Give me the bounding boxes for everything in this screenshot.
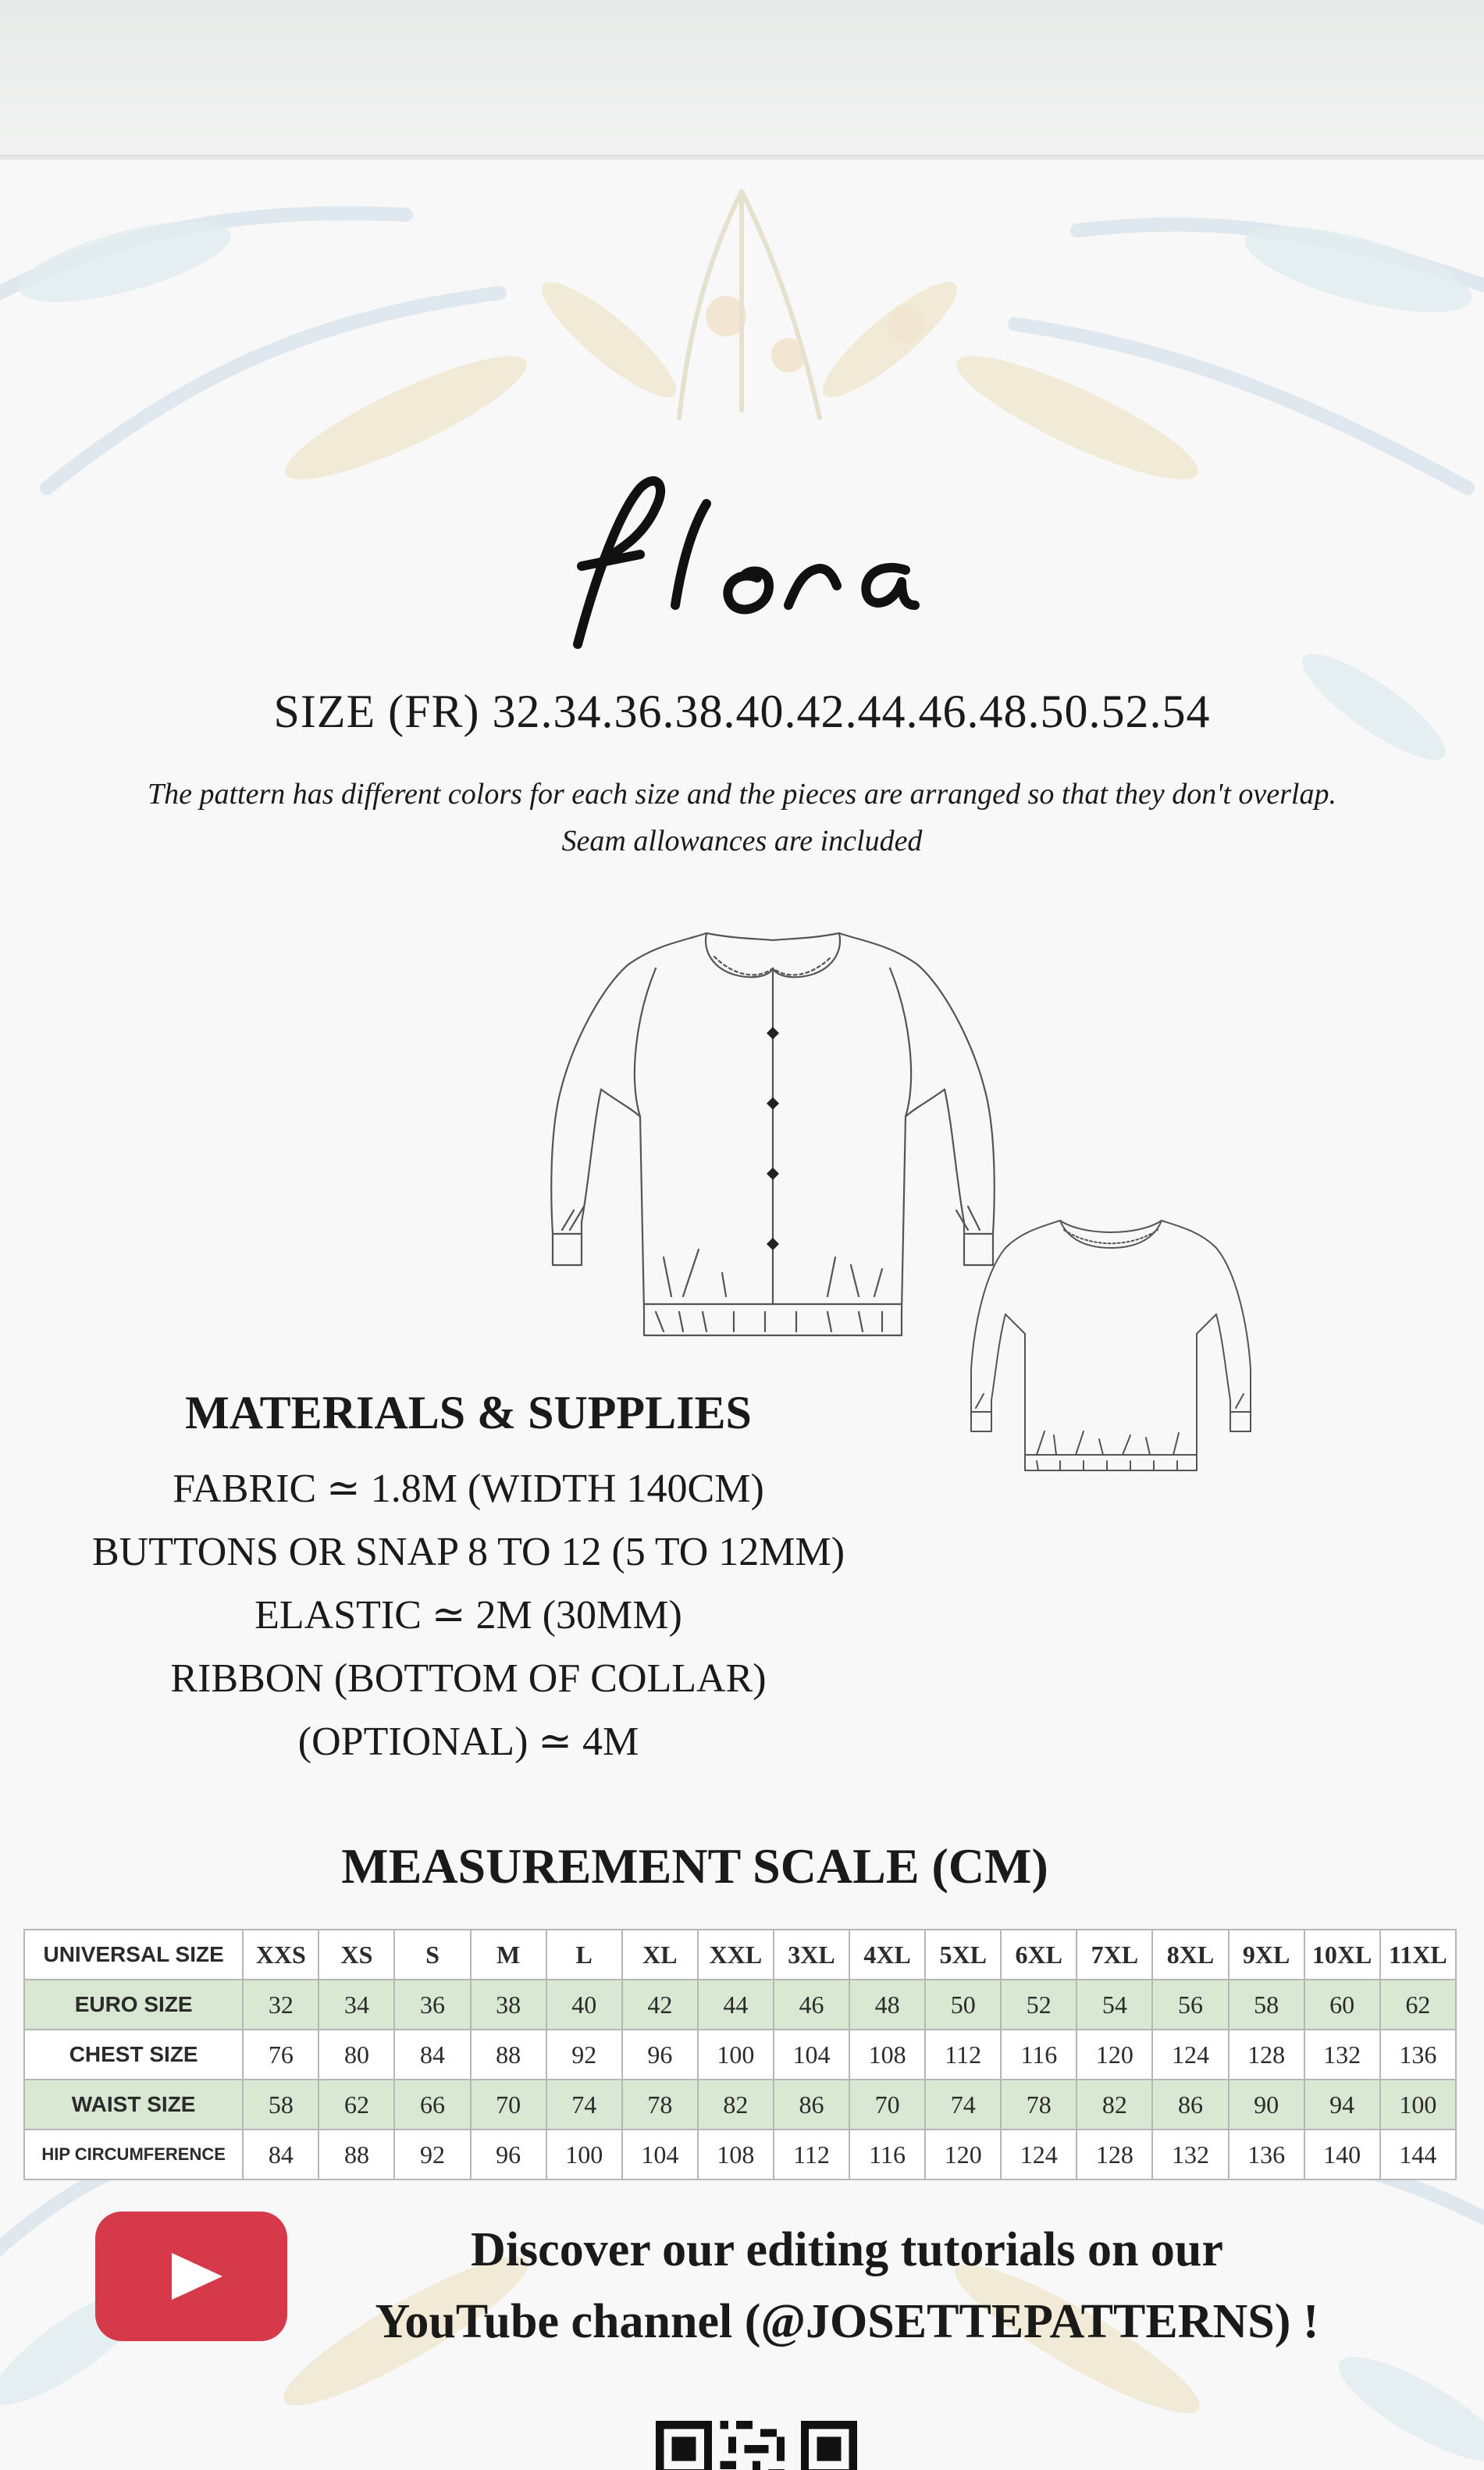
table-row-label: WAIST SIZE (24, 2080, 243, 2130)
table-cell: 58 (243, 2080, 319, 2130)
table-cell: 92 (394, 2130, 470, 2180)
size-range: SIZE (FR) 32.34.36.38.40.42.44.46.48.50.52.54 (273, 686, 1211, 737)
table-cell: 100 (698, 2030, 774, 2080)
youtube-callout (308, 2214, 1386, 2358)
youtube-callout-line2: YouTube channel (@JOSETTEPATTERNS) ! (375, 2295, 1319, 2348)
table-cell: 80 (319, 2030, 394, 2080)
table-header-cell: 10XL (1304, 1930, 1380, 1980)
table-cell: 46 (774, 1980, 849, 2030)
table-cell: 116 (849, 2130, 925, 2180)
table-cell: 38 (471, 1980, 546, 2030)
table-cell: 92 (546, 2030, 622, 2080)
materials-section (47, 1386, 890, 1773)
flora-logo (546, 469, 921, 656)
table-header-cell: 5XL (925, 1930, 1001, 1980)
table-cell: 66 (394, 2080, 470, 2130)
materials-item-ribbon: RIBBON (BOTTOM OF COLLAR) (170, 1656, 767, 1701)
table-cell: 88 (471, 2030, 546, 2080)
table-cell: 74 (925, 2080, 1001, 2130)
table-cell: 52 (1001, 1980, 1077, 2030)
table-cell: 58 (1229, 1980, 1304, 2030)
qr-code-icon[interactable] (656, 2421, 857, 2470)
garment-drawing-back (966, 1213, 1255, 1494)
table-cell: 136 (1380, 2030, 1456, 2080)
table-cell: 76 (243, 2030, 319, 2080)
table-cell: 94 (1304, 2080, 1380, 2130)
table-header-cell: M (471, 1930, 546, 1980)
materials-item-optional: (OPTIONAL) ≃ 4M (297, 1720, 639, 1764)
top-band (0, 0, 1484, 160)
materials-item-fabric: FABRIC ≃ 1.8M (WIDTH 140CM) (173, 1467, 764, 1511)
table-cell: 70 (849, 2080, 925, 2130)
table-cell: 100 (546, 2130, 622, 2180)
table-cell: 56 (1152, 1980, 1228, 2030)
table-row (24, 2130, 1456, 2180)
table-cell: 62 (319, 2080, 394, 2130)
table-cell: 120 (1077, 2030, 1152, 2080)
table-cell: 86 (774, 2080, 849, 2130)
table-cell: 136 (1229, 2130, 1304, 2180)
table-cell: 84 (394, 2030, 470, 2080)
table-header-cell: XXS (243, 1930, 319, 1980)
table-cell: 62 (1380, 1980, 1456, 2030)
table-row (24, 2030, 1456, 2080)
table-cell: 112 (774, 2130, 849, 2180)
table-cell: 112 (925, 2030, 1001, 2080)
table-cell: 86 (1152, 2080, 1228, 2130)
table-cell: 104 (774, 2030, 849, 2080)
table-cell: 116 (1001, 2030, 1077, 2080)
table-header-cell: S (394, 1930, 470, 1980)
table-header-cell: 7XL (1077, 1930, 1152, 1980)
table-cell: 88 (319, 2130, 394, 2180)
table-cell: 108 (849, 2030, 925, 2080)
table-header-label: UNIVERSAL SIZE (24, 1930, 243, 1980)
table-header-cell: 11XL (1380, 1930, 1456, 1980)
table-cell: 78 (622, 2080, 698, 2130)
table-cell: 84 (243, 2130, 319, 2180)
table-cell: 90 (1229, 2080, 1304, 2130)
youtube-callout-line1: Discover our editing tutorials on our (471, 2223, 1223, 2276)
table-cell: 82 (1077, 2080, 1152, 2130)
table-header-cell: XS (319, 1930, 394, 1980)
materials-title: MATERIALS & SUPPLIES (185, 1387, 752, 1438)
table-cell: 128 (1077, 2130, 1152, 2180)
table-cell: 96 (622, 2030, 698, 2080)
table-header-cell: 6XL (1001, 1930, 1077, 1980)
materials-item-elastic: ELASTIC ≃ 2M (30MM) (254, 1593, 682, 1638)
table-cell: 128 (1229, 2030, 1304, 2080)
table-header-cell: 4XL (849, 1930, 925, 1980)
table-cell: 42 (622, 1980, 698, 2030)
table-cell: 132 (1152, 2130, 1228, 2180)
table-cell: 36 (394, 1980, 470, 2030)
table-cell: 34 (319, 1980, 394, 2030)
table-cell: 108 (698, 2130, 774, 2180)
pattern-envelope-back (0, 160, 1484, 2470)
measurement-table-wrap (23, 1929, 1457, 2180)
table-header-cell: L (546, 1930, 622, 1980)
table-cell: 48 (849, 1980, 925, 2030)
youtube-icon (94, 2210, 289, 2343)
table-cell: 120 (925, 2130, 1001, 2180)
table-cell: 44 (698, 1980, 774, 2030)
table-cell: 82 (698, 2080, 774, 2130)
table-cell: 96 (471, 2130, 546, 2180)
table-row (24, 2080, 1456, 2130)
table-header-cell: XXL (698, 1930, 774, 1980)
table-row-label: CHEST SIZE (24, 2030, 243, 2080)
table-header-cell: 9XL (1229, 1930, 1304, 1980)
measurement-title: MEASUREMENT SCALE (CM) (341, 1838, 1048, 1894)
table-cell: 32 (243, 1980, 319, 2030)
materials-item-buttons: BUTTONS OR SNAP 8 TO 12 (5 TO 12MM) (91, 1530, 845, 1574)
table-cell: 70 (471, 2080, 546, 2130)
table-cell: 124 (1152, 2030, 1228, 2080)
table-cell: 132 (1304, 2030, 1380, 2080)
table-cell: 50 (925, 1980, 1001, 2030)
table-cell: 54 (1077, 1980, 1152, 2030)
table-cell: 40 (546, 1980, 622, 2030)
table-header-cell: 8XL (1152, 1930, 1228, 1980)
table-cell: 104 (622, 2130, 698, 2180)
table-cell: 144 (1380, 2130, 1456, 2180)
table-cell: 78 (1001, 2080, 1077, 2130)
table-cell: 74 (546, 2080, 622, 2130)
seam-note: Seam allowances are included (561, 825, 923, 857)
table-cell: 124 (1001, 2130, 1077, 2180)
table-header-row (24, 1930, 1456, 1980)
table-row-label: EURO SIZE (24, 1980, 243, 2030)
table-header-cell: 3XL (774, 1930, 849, 1980)
table-header-cell: XL (622, 1930, 698, 1980)
table-cell: 60 (1304, 1980, 1380, 2030)
measurement-table (23, 1929, 1457, 2180)
table-cell: 100 (1380, 2080, 1456, 2130)
garment-drawing-front (546, 921, 999, 1351)
pattern-note: The pattern has different colors for each size and the pieces are arranged so that they don't overlap. (148, 778, 1336, 811)
table-row (24, 1980, 1456, 2030)
table-row-label: HIP CIRCUMFERENCE (24, 2130, 243, 2180)
table-cell: 140 (1304, 2130, 1380, 2180)
